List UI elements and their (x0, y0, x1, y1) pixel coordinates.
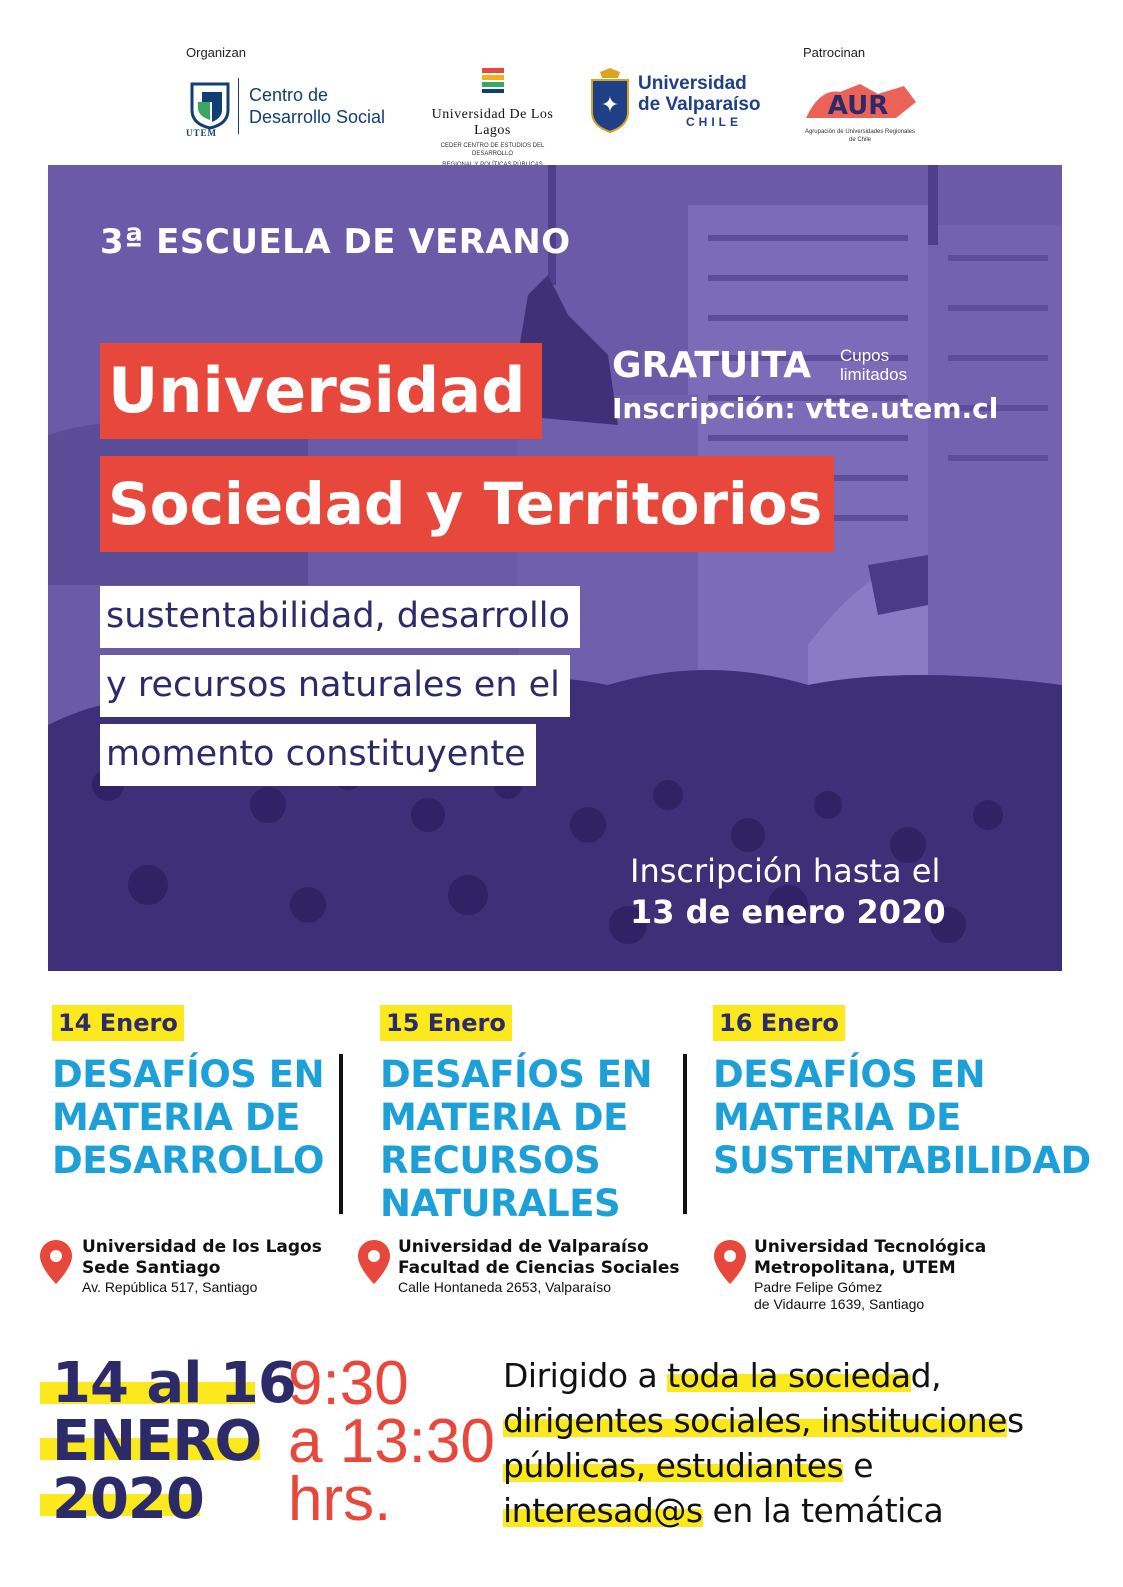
day2-title-line1: DESAFÍOS EN (380, 1053, 653, 1096)
day3-title-line1: DESAFÍOS EN (713, 1053, 986, 1096)
audience-text (503, 1353, 1103, 1533)
cupos-line2: limitados (840, 365, 908, 384)
day1-title-line1: DESAFÍOS EN (52, 1053, 325, 1096)
location-pin-icon (714, 1240, 746, 1284)
day1-venue-line2: Sede Santiago (82, 1258, 221, 1278)
utem-divider (238, 78, 239, 134)
aur-logo (800, 78, 920, 144)
aur-map-icon (800, 78, 920, 124)
audience-l3a: públicas, estudiantes (503, 1446, 844, 1485)
utem-logo (186, 78, 386, 138)
day3-venue-line2: Metropolitana, UTEM (754, 1258, 956, 1278)
lagos-logo (420, 66, 565, 169)
day1-date: 14 Enero (52, 1005, 184, 1041)
escuela-heading: 3ª ESCUELA DE VERANO (100, 222, 571, 262)
audience-l2a: dirigentes sociales, institucione (503, 1401, 1007, 1440)
lagos-name: Universidad De Los Lagos (431, 107, 554, 138)
dates-line3: 2020 (52, 1467, 204, 1532)
time-line1: 9:30 (288, 1349, 409, 1418)
day3-title-line3: SUSTENTABILIDAD (713, 1139, 1091, 1182)
location-pin-icon (358, 1240, 390, 1284)
day3-address-line1: Padre Felipe Gómez (754, 1279, 883, 1295)
day2-venue-line2: Facultad de Ciencias Sociales (398, 1258, 680, 1278)
valparaiso-line2: de Valparaíso (638, 94, 761, 115)
day2-address: Calle Hontaneda 2653, Valparaíso (398, 1279, 612, 1295)
audience-l1b: toda la socieda (667, 1356, 911, 1395)
valparaiso-shield-icon (590, 68, 630, 134)
day2-venue-line1: Universidad de Valparaíso (398, 1237, 649, 1257)
day3-title-line2: MATERIA DE (713, 1096, 961, 1139)
day1-title (52, 1053, 342, 1182)
column-divider-2 (683, 1054, 687, 1214)
day2-date: 15 Enero (380, 1005, 512, 1041)
subtitle-line2: y recursos naturales en el (100, 655, 570, 717)
day1-venue-line1: Universidad de los Lagos (82, 1237, 322, 1257)
audience-l1c: d, (910, 1356, 942, 1395)
aur-caption2: de Chile (848, 137, 871, 143)
hero-banner (48, 165, 1062, 971)
lagos-sub1: CEDER CENTRO DE ESTUDIOS DEL DESARROLLO (440, 143, 545, 157)
cupos-limitados (840, 346, 907, 384)
aur-logo-text: AUR (827, 91, 889, 121)
audience-l1a: Dirigido a (503, 1356, 668, 1395)
day2-title (380, 1053, 680, 1225)
column-divider-1 (339, 1054, 343, 1214)
utem-shield-icon (186, 80, 232, 138)
protest-photo-background (48, 165, 1062, 971)
title-line1: Universidad (100, 343, 542, 439)
day3-address-line2: de Vidaurre 1639, Santiago (754, 1296, 925, 1312)
day1-title-line2: MATERIA DE (52, 1096, 300, 1139)
valparaiso-logo (590, 68, 761, 134)
svg-text:✦: ✦ (600, 93, 620, 118)
day1-address: Av. República 517, Santiago (82, 1279, 258, 1295)
audience-l4a: interesad@s (503, 1491, 703, 1530)
aur-caption1: Agrupación de Universidades Regionales (804, 129, 916, 135)
time-line3: hrs. (288, 1465, 392, 1534)
patrocinan-label: Patrocinan (803, 45, 866, 60)
subtitle-line1: sustentabilidad, desarrollo (100, 586, 580, 648)
event-time (288, 1349, 495, 1534)
day3-date: 16 Enero (713, 1005, 845, 1041)
utem-short: UTEM (186, 128, 217, 138)
gratuita-label: GRATUITA (612, 345, 812, 386)
day2-title-line2: MATERIA DE (380, 1096, 628, 1139)
deadline-line2: 13 de enero 2020 (630, 893, 946, 931)
event-dates (52, 1351, 296, 1532)
day3-venue (754, 1237, 986, 1313)
cupos-line1: Cupos (840, 346, 890, 365)
title-line2: Sociedad y Territorios (100, 456, 834, 552)
audience-l2b: s (1006, 1401, 1024, 1440)
subtitle-line3: momento constituyente (100, 724, 536, 786)
dates-line1: 14 al 16 (52, 1351, 296, 1416)
inscripcion-url[interactable]: Inscripción: vtte.utem.cl (612, 392, 999, 425)
audience-l4b: en la temática (702, 1491, 944, 1530)
organizan-label: Organizan (186, 45, 246, 60)
dates-line2: ENERO (52, 1409, 262, 1474)
lagos-emblem-icon (478, 66, 508, 96)
day3-title (713, 1053, 1091, 1182)
day2-title-line3: RECURSOS (380, 1139, 601, 1182)
utem-line1: Centro de (249, 85, 329, 105)
day1-title-line3: DESARROLLO (52, 1139, 324, 1182)
day2-venue (398, 1237, 680, 1296)
valparaiso-line3: CHILE (686, 115, 742, 129)
day3-venue-line1: Universidad Tecnológica (754, 1237, 987, 1257)
deadline-line1: Inscripción hasta el (630, 852, 941, 890)
day1-venue (82, 1237, 322, 1296)
time-line2: a 13:30 (288, 1407, 495, 1476)
location-pin-icon (40, 1240, 72, 1284)
valparaiso-line1: Universidad (638, 73, 747, 94)
audience-l3b: e (843, 1446, 874, 1485)
utem-line2: Desarrollo Social (249, 107, 386, 127)
day2-title-line4: NATURALES (380, 1182, 621, 1225)
